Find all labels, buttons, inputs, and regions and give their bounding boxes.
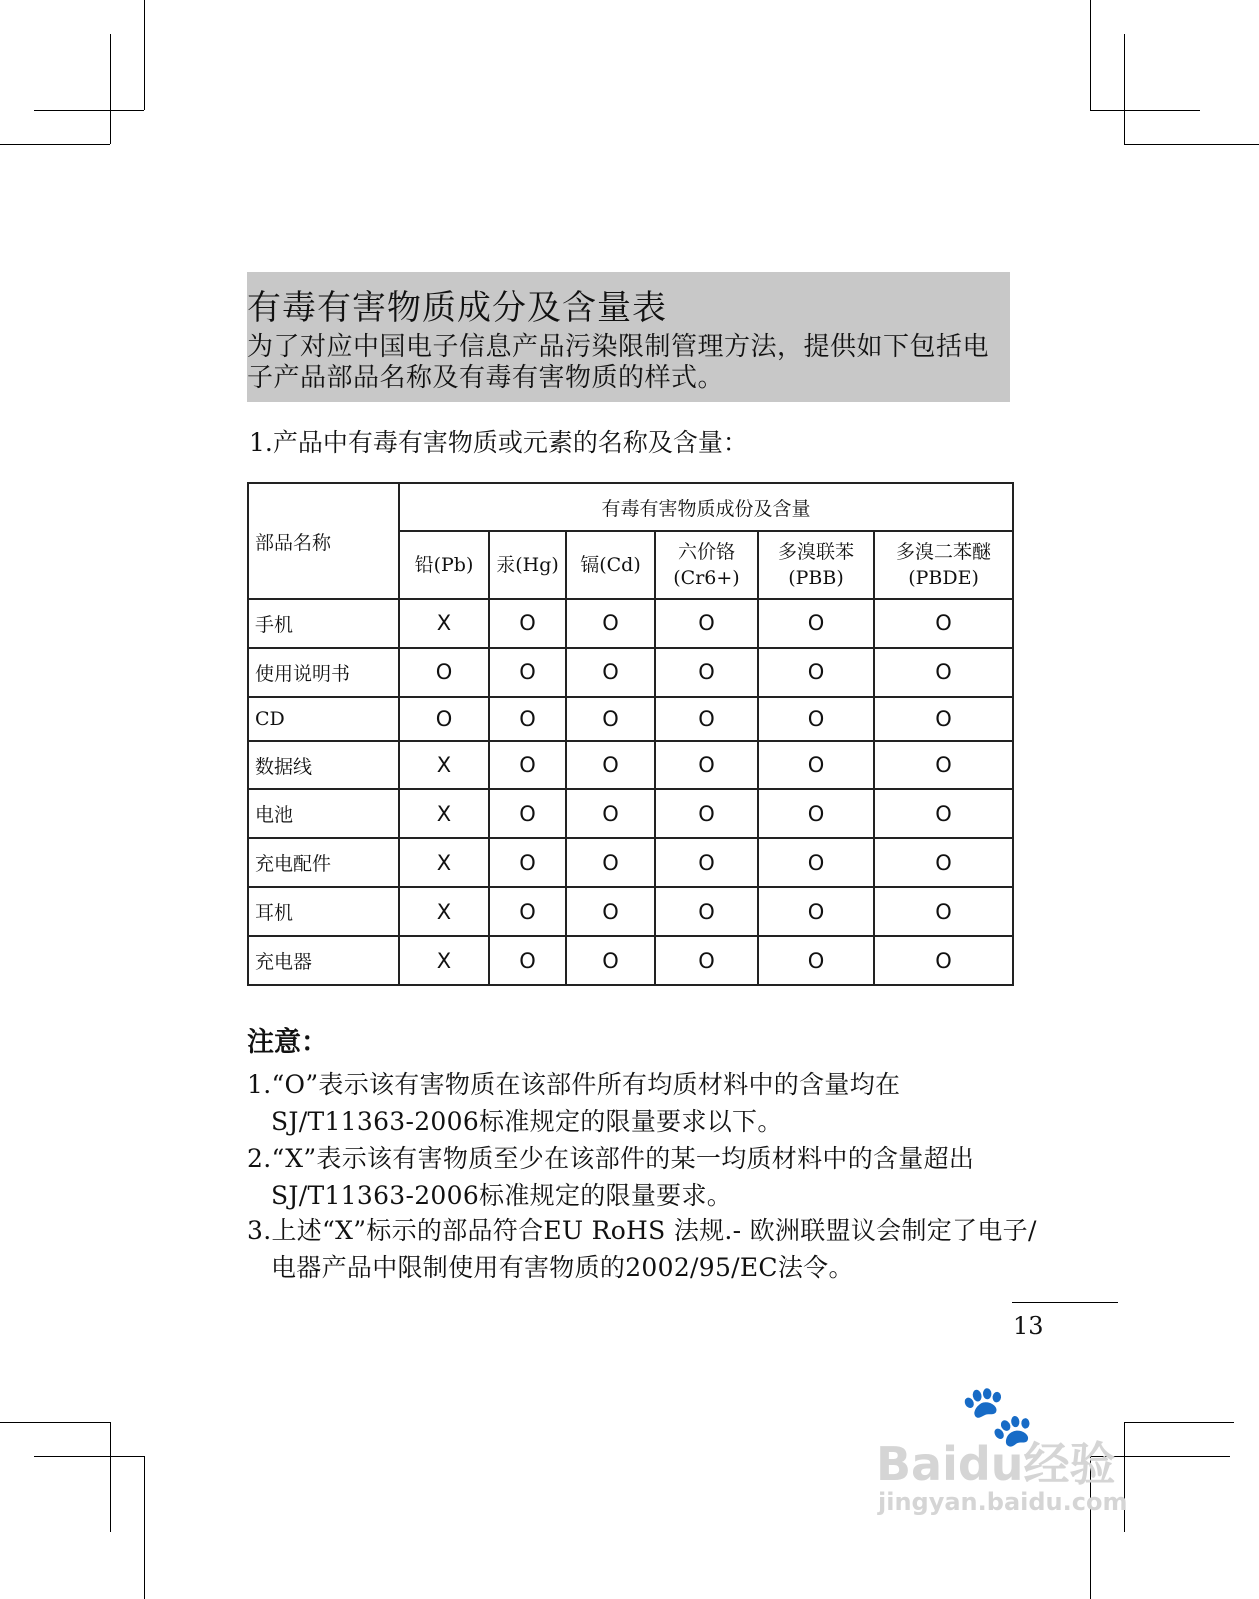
mark-cell: X xyxy=(399,741,489,790)
mark-cell: O xyxy=(874,599,1013,648)
part-name: 耳机 xyxy=(248,887,399,936)
table-row xyxy=(248,936,1013,985)
note-item: 1.“O”表示该有害物质在该部件所有均质材料中的含量均在SJ/T11363-2006标准规定的限量要求以下。 xyxy=(247,1070,901,1136)
mark-cell: O xyxy=(489,648,566,697)
mark-cell: O xyxy=(758,887,874,936)
section-heading: 1.产品中有毒有害物质或元素的名称及含量： xyxy=(249,428,748,457)
mark-cell: O xyxy=(566,741,655,790)
mark-cell: O xyxy=(758,936,874,985)
part-name: 手机 xyxy=(248,599,399,648)
paw-icon: 🐾 xyxy=(960,1381,1035,1451)
watermark-brand: Baidu经验 xyxy=(876,1437,1116,1491)
table-row xyxy=(248,789,1013,838)
mark-cell: O xyxy=(758,648,874,697)
mark-cell: O xyxy=(489,789,566,838)
mark-cell: O xyxy=(874,697,1013,741)
mark-cell: O xyxy=(758,741,874,790)
mark-cell: X xyxy=(399,838,489,887)
table-row xyxy=(248,741,1013,790)
mark-cell: O xyxy=(566,887,655,936)
banner-description: 为了对应中国电子信息产品污染限制管理方法，提供如下包括电子产品部品名称及有毒有害物质的样式。 xyxy=(247,332,990,393)
mark-cell: O xyxy=(874,838,1013,887)
mark-cell: O xyxy=(758,697,874,741)
mark-cell: O xyxy=(489,838,566,887)
mark-cell: O xyxy=(489,741,566,790)
mark-cell: O xyxy=(655,599,758,648)
mark-cell: O xyxy=(566,648,655,697)
mark-cell: O xyxy=(655,697,758,741)
header-banner xyxy=(247,272,1010,402)
mark-cell: O xyxy=(399,648,489,697)
page-title: 有毒有害物质成分及含量表 xyxy=(247,288,667,328)
column-header-chromium: 六价铬 (Cr6+) xyxy=(655,531,758,599)
substance-group-header: 有毒有害物质成份及含量 xyxy=(399,483,1013,531)
crop-mark xyxy=(34,1456,144,1457)
mark-cell: O xyxy=(758,838,874,887)
crop-mark xyxy=(1090,0,1091,110)
mark-cell: O xyxy=(874,741,1013,790)
column-header-cadmium: 镉(Cd) xyxy=(566,531,655,599)
part-name: CD xyxy=(248,697,399,741)
mark-cell: O xyxy=(874,936,1013,985)
part-name: 数据线 xyxy=(248,741,399,790)
part-name: 使用说明书 xyxy=(248,648,399,697)
table-row xyxy=(248,599,1013,648)
column-header-lead: 铅(Pb) xyxy=(399,531,489,599)
mark-cell: O xyxy=(566,936,655,985)
notes-title: 注意： xyxy=(247,1027,328,1058)
mark-cell: O xyxy=(874,648,1013,697)
mark-cell: O xyxy=(655,887,758,936)
mark-cell: O xyxy=(874,887,1013,936)
part-name: 电池 xyxy=(248,789,399,838)
mark-cell: O xyxy=(489,936,566,985)
mark-cell: X xyxy=(399,936,489,985)
mark-cell: X xyxy=(399,789,489,838)
mark-cell: O xyxy=(566,789,655,838)
crop-mark xyxy=(1124,34,1125,144)
crop-mark xyxy=(1124,144,1259,145)
table-row xyxy=(248,887,1013,936)
table-row xyxy=(248,838,1013,887)
column-header-pbde: 多溴二苯醚 (PBDE) xyxy=(874,531,1013,599)
crop-mark xyxy=(144,1456,145,1599)
mark-cell: X xyxy=(399,599,489,648)
part-name: 充电配件 xyxy=(248,838,399,887)
mark-cell: O xyxy=(489,887,566,936)
table-row xyxy=(248,648,1013,697)
part-name-header: 部品名称 xyxy=(248,483,399,599)
note-item: 3.上述“X”标示的部品符合EU RoHS 法规.- 欧洲联盟议会制定了电子/电器产品中限制使用有害物质的2002/95/EC法令。 xyxy=(247,1216,1037,1282)
column-header-mercury: 汞(Hg) xyxy=(489,531,566,599)
column-header-pbb: 多溴联苯 (PBB) xyxy=(758,531,874,599)
mark-cell: X xyxy=(399,887,489,936)
watermark xyxy=(868,1380,1168,1530)
mark-cell: O xyxy=(758,599,874,648)
mark-cell: O xyxy=(399,697,489,741)
crop-mark xyxy=(110,34,111,144)
mark-cell: O xyxy=(566,697,655,741)
mark-cell: O xyxy=(489,697,566,741)
note-item: 2.“X”表示该有害物质至少在该部件的某一均质材料中的含量超出SJ/T11363-2006标准规定的限量要求。 xyxy=(247,1144,975,1210)
mark-cell: O xyxy=(874,789,1013,838)
mark-cell: O xyxy=(655,838,758,887)
mark-cell: O xyxy=(655,648,758,697)
crop-mark xyxy=(0,1422,110,1423)
mark-cell: O xyxy=(566,599,655,648)
mark-cell: O xyxy=(566,838,655,887)
watermark-url: jingyan.baidu.com xyxy=(878,1488,1128,1516)
mark-cell: O xyxy=(655,936,758,985)
page-number: 13 xyxy=(1013,1312,1044,1340)
part-name: 充电器 xyxy=(248,936,399,985)
page-number-rule xyxy=(1012,1302,1118,1303)
crop-mark xyxy=(34,110,144,111)
mark-cell: O xyxy=(758,789,874,838)
mark-cell: O xyxy=(489,599,566,648)
mark-cell: O xyxy=(655,741,758,790)
mark-cell: O xyxy=(655,789,758,838)
crop-mark xyxy=(110,1422,111,1532)
crop-mark xyxy=(1090,110,1200,111)
crop-mark xyxy=(144,0,145,110)
substance-table xyxy=(247,482,1014,986)
table-row xyxy=(248,697,1013,741)
crop-mark xyxy=(0,144,110,145)
